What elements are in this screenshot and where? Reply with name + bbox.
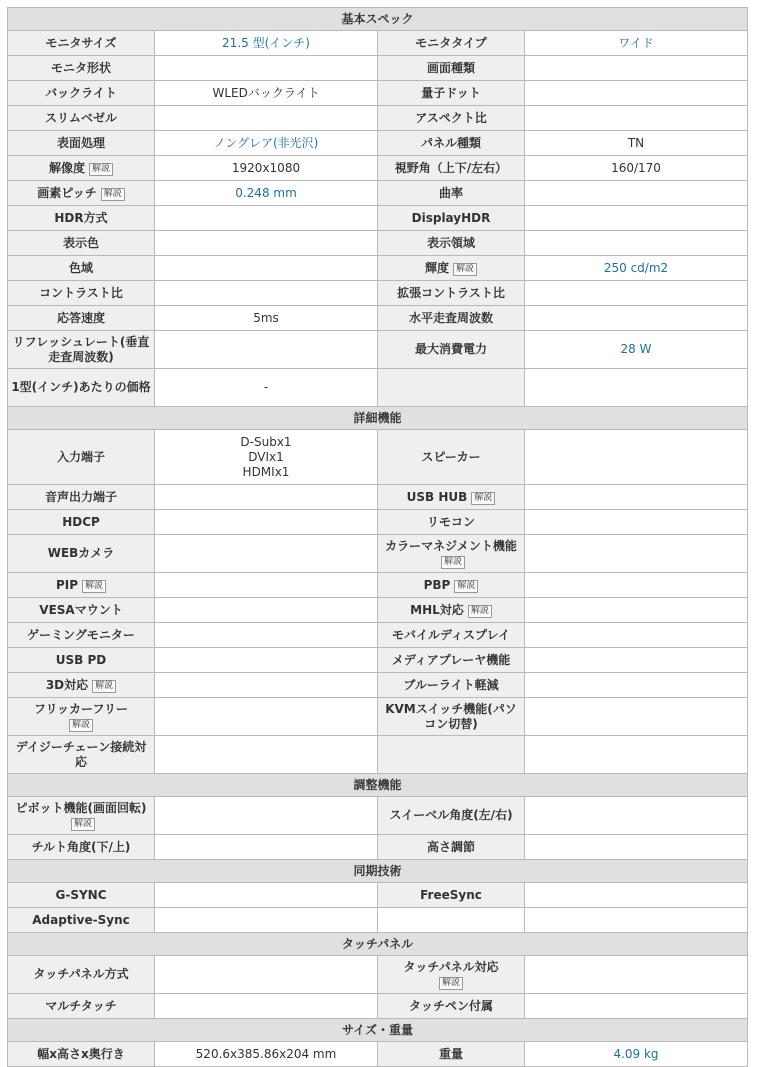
label-refresh-rate: リフレッシュレート(垂直走査周波数): [8, 331, 155, 369]
label-viewing-angle: 視野角（上下/左右）: [378, 156, 525, 181]
value-pbp: [525, 573, 748, 598]
value-height-adj: [525, 835, 748, 860]
value-freesync: [525, 883, 748, 908]
label-flicker-free-text: フリッカーフリー: [34, 701, 128, 716]
label-resolution-text: 解像度: [48, 160, 85, 175]
kaisetsu-button-usb-hub[interactable]: 解説: [471, 492, 495, 505]
label-pip-text: PIP: [55, 577, 79, 592]
value-hdcp: [155, 510, 378, 535]
kaisetsu-button-3d[interactable]: 解説: [92, 680, 116, 693]
value-mhl: [525, 598, 748, 623]
label-dimensions: 幅x高さx奥行き: [8, 1042, 155, 1067]
value-pivot: [155, 797, 378, 835]
value-display-area: [525, 231, 748, 256]
label-mhl-text: MHL対応: [410, 602, 464, 617]
section-detail-features: 詳細機能: [8, 407, 748, 430]
value-kvm: [525, 698, 748, 736]
label-pixel-pitch-text: 画素ピッチ: [37, 185, 97, 200]
value-response: 5ms: [155, 306, 378, 331]
value-price-per-inch: -: [155, 369, 378, 407]
value-h-freq: [525, 306, 748, 331]
label-swivel: スイーベル角度(左/右): [378, 797, 525, 835]
value-panel-type: TN: [525, 131, 748, 156]
value-aspect: [525, 106, 748, 131]
value-curvature: [525, 181, 748, 206]
value-webcam: [155, 535, 378, 573]
value-empty-2: [525, 736, 748, 774]
value-speaker: [525, 430, 748, 485]
label-quantum-dot: 量子ドット: [378, 81, 525, 106]
value-refresh-rate: [155, 331, 378, 369]
label-touch-support-text: タッチパネル対応: [403, 959, 499, 974]
kaisetsu-button-pivot[interactable]: 解説: [71, 818, 95, 831]
label-gsync: G-SYNC: [8, 883, 155, 908]
label-touch-pen: タッチペン付属: [378, 994, 525, 1019]
label-empty: [378, 369, 525, 407]
value-dimensions: 520.6x385.86x204 mm: [155, 1042, 378, 1067]
value-multitouch: [155, 994, 378, 1019]
value-empty: [525, 369, 748, 407]
label-max-power: 最大消費電力: [378, 331, 525, 369]
label-flicker-free: [8, 698, 155, 736]
kaisetsu-button-brightness[interactable]: 解説: [453, 263, 477, 276]
value-daisy-chain: [155, 736, 378, 774]
label-price-per-inch: 1型(インチ)あたりの価格: [8, 369, 155, 407]
value-gaming: [155, 623, 378, 648]
label-height-adj: 高さ調節: [378, 835, 525, 860]
label-contrast: コントラスト比: [8, 281, 155, 306]
value-vesa: [155, 598, 378, 623]
value-viewing-angle: 160/170: [525, 156, 748, 181]
kaisetsu-button-flicker-free[interactable]: 解説: [69, 719, 93, 732]
value-slim-bezel: [155, 106, 378, 131]
value-max-power[interactable]: 28 W: [525, 331, 748, 369]
value-displayhdr: [525, 206, 748, 231]
label-webcam: WEBカメラ: [8, 535, 155, 573]
kaisetsu-button-pbp[interactable]: 解説: [454, 580, 478, 593]
value-touch-support: [525, 956, 748, 994]
label-screen-kind: 画面種類: [378, 56, 525, 81]
value-hdr-method: [155, 206, 378, 231]
label-touch-method: タッチパネル方式: [8, 956, 155, 994]
label-color-mgmt: [378, 535, 525, 573]
value-display-colors: [155, 231, 378, 256]
kaisetsu-button-pip[interactable]: 解説: [82, 580, 106, 593]
value-color-gamut: [155, 256, 378, 281]
label-blue-light: ブルーライト軽減: [378, 673, 525, 698]
value-quantum-dot: [525, 81, 748, 106]
label-hdcp: HDCP: [8, 510, 155, 535]
value-remote: [525, 510, 748, 535]
label-display-area: 表示領域: [378, 231, 525, 256]
kaisetsu-button-resolution[interactable]: 解説: [89, 163, 113, 176]
label-3d-text: 3D対応: [45, 677, 89, 692]
label-mhl: [378, 598, 525, 623]
value-blue-light: [525, 673, 748, 698]
label-brightness-text: 輝度: [424, 260, 449, 275]
value-usb-hub: [525, 485, 748, 510]
label-gaming: ゲーミングモニター: [8, 623, 155, 648]
label-slim-bezel: スリムベゼル: [8, 106, 155, 131]
label-backlight: バックライト: [8, 81, 155, 106]
value-usb-pd: [155, 648, 378, 673]
label-empty-2: [378, 736, 525, 774]
kaisetsu-button-touch-support[interactable]: 解説: [439, 977, 463, 990]
value-input: [155, 430, 378, 485]
value-touch-method: [155, 956, 378, 994]
value-monitor-shape: [155, 56, 378, 81]
label-ext-contrast: 拡張コントラスト比: [378, 281, 525, 306]
label-daisy-chain: デイジーチェーン接続対応: [8, 736, 155, 774]
value-backlight: WLEDバックライト: [155, 81, 378, 106]
label-curvature: 曲率: [378, 181, 525, 206]
value-color-mgmt: [525, 535, 748, 573]
label-brightness: [378, 256, 525, 281]
label-vesa: VESAマウント: [8, 598, 155, 623]
value-empty-3: [378, 908, 525, 933]
label-tilt: チルト角度(下/上): [8, 835, 155, 860]
label-remote: リモコン: [378, 510, 525, 535]
spec-table: [7, 7, 748, 1067]
label-weight: 重量: [378, 1042, 525, 1067]
value-brightness[interactable]: 250 cd/m2: [525, 256, 748, 281]
value-swivel: [525, 797, 748, 835]
kaisetsu-button-pixel-pitch[interactable]: 解説: [101, 188, 125, 201]
label-audio-out: 音声出力端子: [8, 485, 155, 510]
label-h-freq: 水平走査周波数: [378, 306, 525, 331]
section-touch-panel: タッチパネル: [8, 933, 748, 956]
value-weight[interactable]: 4.09 kg: [525, 1042, 748, 1067]
value-ext-contrast: [525, 281, 748, 306]
label-freesync: FreeSync: [378, 883, 525, 908]
label-mobile: モバイルディスプレイ: [378, 623, 525, 648]
value-pip: [155, 573, 378, 598]
section-size-weight: サイズ・重量: [8, 1019, 748, 1042]
kaisetsu-button-mhl[interactable]: 解説: [468, 605, 492, 618]
value-adaptive-sync: [155, 908, 378, 933]
value-monitor-size[interactable]: 21.5 型(インチ): [155, 31, 378, 56]
section-basic-spec: 基本スペック: [8, 8, 748, 31]
value-flicker-free: [155, 698, 378, 736]
label-monitor-type: モニタタイプ: [378, 31, 525, 56]
label-color-mgmt-text: カラーマネジメント機能: [385, 538, 517, 553]
label-speaker: スピーカー: [378, 430, 525, 485]
value-touch-pen: [525, 994, 748, 1019]
value-contrast: [155, 281, 378, 306]
label-usb-hub: [378, 485, 525, 510]
label-color-gamut: 色域: [8, 256, 155, 281]
label-pbp: [378, 573, 525, 598]
value-resolution: 1920x1080: [155, 156, 378, 181]
value-mobile: [525, 623, 748, 648]
section-adjust-features: 調整機能: [8, 774, 748, 797]
label-pip: [8, 573, 155, 598]
label-multitouch: マルチタッチ: [8, 994, 155, 1019]
label-monitor-shape: モニタ形状: [8, 56, 155, 81]
label-usb-hub-text: USB HUB: [406, 489, 468, 504]
label-monitor-size: モニタサイズ: [8, 31, 155, 56]
value-pixel-pitch[interactable]: 0.248 mm: [155, 181, 378, 206]
kaisetsu-button-color-mgmt[interactable]: 解説: [441, 556, 465, 569]
label-pbp-text: PBP: [423, 577, 451, 592]
label-displayhdr: DisplayHDR: [378, 206, 525, 231]
label-input: 入力端子: [8, 430, 155, 485]
label-3d: [8, 673, 155, 698]
value-screen-kind: [525, 56, 748, 81]
value-tilt: [155, 835, 378, 860]
label-pivot-text: ピボット機能(画面回転): [15, 800, 147, 815]
label-panel-type: パネル種類: [378, 131, 525, 156]
label-media-player: メディアプレーヤ機能: [378, 648, 525, 673]
label-usb-pd: USB PD: [8, 648, 155, 673]
input-item: DVIx1: [248, 449, 284, 464]
value-surface[interactable]: ノングレア(非光沢): [155, 131, 378, 156]
label-touch-support: [378, 956, 525, 994]
value-monitor-type[interactable]: ワイド: [525, 31, 748, 56]
label-display-colors: 表示色: [8, 231, 155, 256]
label-aspect: アスペクト比: [378, 106, 525, 131]
label-surface: 表面処理: [8, 131, 155, 156]
section-sync-tech: 同期技術: [8, 860, 748, 883]
label-pixel-pitch: [8, 181, 155, 206]
value-audio-out: [155, 485, 378, 510]
label-kvm: KVMスイッチ機能(パソコン切替): [378, 698, 525, 736]
label-resolution: [8, 156, 155, 181]
input-item: HDMIx1: [242, 464, 290, 479]
value-gsync: [155, 883, 378, 908]
value-3d: [155, 673, 378, 698]
label-pivot: [8, 797, 155, 835]
input-item: D-Subx1: [240, 434, 292, 449]
label-hdr-method: HDR方式: [8, 206, 155, 231]
value-empty-4: [525, 908, 748, 933]
value-media-player: [525, 648, 748, 673]
label-response: 応答速度: [8, 306, 155, 331]
label-adaptive-sync: Adaptive-Sync: [8, 908, 155, 933]
